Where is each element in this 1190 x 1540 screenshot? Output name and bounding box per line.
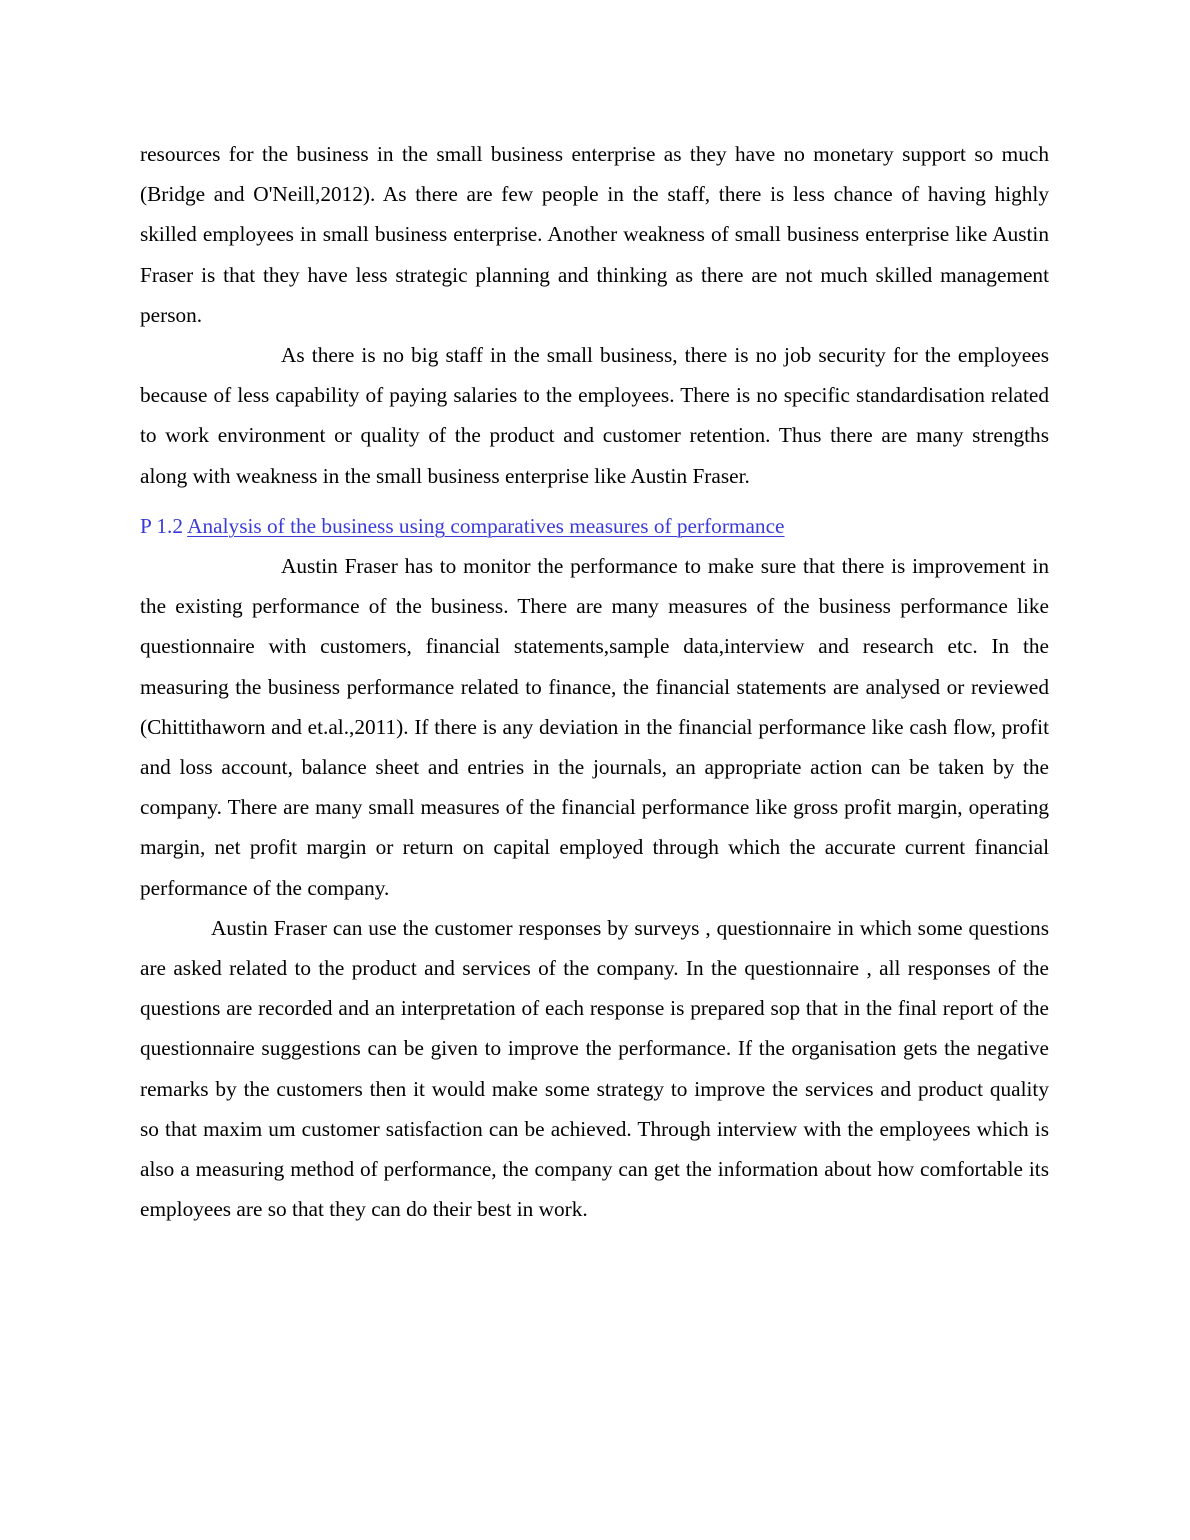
- section-number: P 1.2: [140, 513, 183, 538]
- body-paragraph-4: Austin Fraser can use the customer responses by surveys , questionnaire in which some questions are asked related to the product and services of the company. In the questionnaire , all responses of the questions are recorded and an interpretation of each response is prepared sop that in the final report of the questionnaire suggestions can be given to improve the performance. If the organisation gets the negative remarks by the customers then it would make some strategy to improve the services and product quality so that maxim um customer satisfaction can be achieved. Through interview with the employees which is also a measuring method of performance, the company can get the information about how comfortable its employees are so that they can do their best in work.: [140, 915, 1049, 1222]
- document-page: [140, 134, 1049, 1229]
- section-heading: [140, 506, 1049, 546]
- body-paragraph-2: As there is no big staff in the small business, there is no job security for the employees because of less capability of paying salaries to the employees. There is no specific standardisation related to work environment or quality of the product and customer retention. Thus there are many strengths along with weakness in the small business enterprise like Austin Fraser.: [140, 343, 1049, 488]
- section-heading-link[interactable]: Analysis of the business using comparatives measures of performance: [187, 513, 785, 538]
- body-paragraph-1: resources for the business in the small business enterprise as they have no monetary support so much (Bridge and O'Neill,2012). As there are few people in the staff, there is less chance of having highly skilled employees in small business enterprise. Another weakness of small business enterprise like Austin Fraser is that they have less strategic planning and thinking as there are not much skilled management person.: [140, 142, 1049, 327]
- body-paragraph-3: Austin Fraser has to monitor the performance to make sure that there is improvement in the existing performance of the business. There are many measures of the business performance like questionnaire with customers, financial statements,sample data,interview and research etc. In the measuring the business performance related to finance, the financial statements are analysed or reviewed (Chittithaworn and et.al.,2011). If there is any deviation in the financial performance like cash flow, profit and loss account, balance sheet and entries in the journals, an appropriate action can be taken by the company. There are many small measures of the financial performance like gross profit margin, operating margin, net profit margin or return on capital employed through which the accurate current financial performance of the company.: [140, 554, 1049, 900]
